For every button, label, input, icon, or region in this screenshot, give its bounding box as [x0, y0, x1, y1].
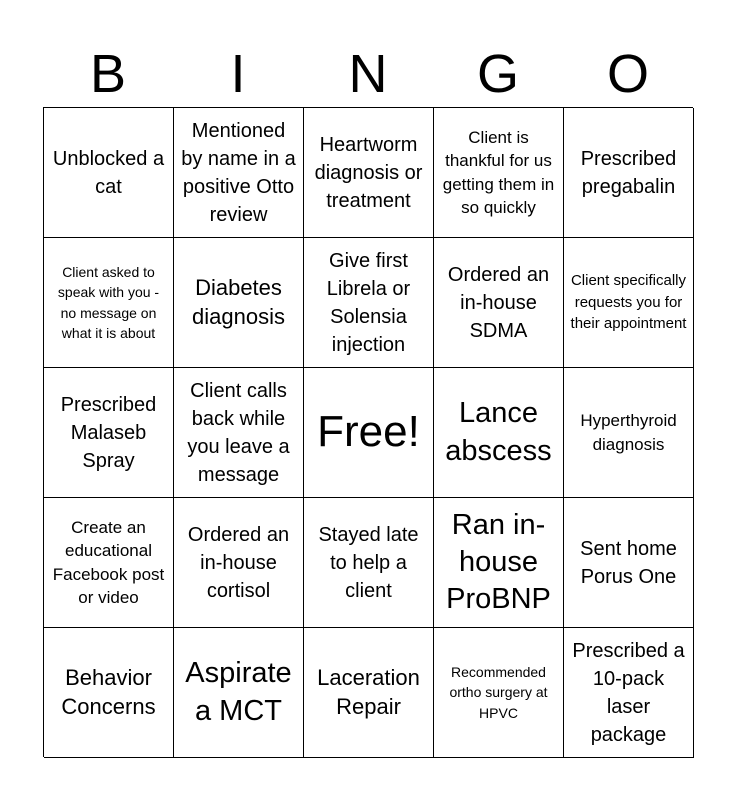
header-letter-g: G	[476, 44, 519, 104]
bingo-board	[43, 107, 693, 757]
bingo-cell-r4-c1[interactable]	[44, 498, 174, 628]
bingo-cell-r4-c5[interactable]	[564, 498, 694, 628]
bingo-cell-r3-c4[interactable]	[434, 368, 564, 498]
bingo-cell-text: Laceration Repair	[317, 665, 420, 719]
bingo-cell-free[interactable]	[304, 368, 434, 498]
bingo-cell-r3-c1[interactable]	[44, 368, 174, 498]
bingo-cell-r2-c5[interactable]	[564, 238, 694, 368]
bingo-cell-text: Hyperthyroid diagnosis	[580, 411, 677, 454]
bingo-cell-text: Client specifically requests you for their appointment	[570, 272, 687, 333]
bingo-cell-text: Ordered an in-house cortisol	[187, 523, 290, 602]
bingo-cell-text: Unblocked a cat	[52, 147, 165, 198]
bingo-cell-text: Heartworm diagnosis or treatment	[314, 133, 423, 212]
bingo-cell-text: Client calls back while you leave a message	[187, 379, 290, 486]
bingo-cell-r4-c2[interactable]	[174, 498, 304, 628]
bingo-cell-r2-c1[interactable]	[44, 238, 174, 368]
bingo-cell-text: Sent home Porus One	[580, 537, 677, 588]
bingo-cell-text: Recommended ortho surgery at HPVC	[449, 664, 548, 721]
bingo-cell-r5-c3[interactable]	[304, 628, 434, 758]
bingo-cell-text: Client asked to speak with you - no message on what it is about	[57, 263, 160, 341]
bingo-cell-r5-c4[interactable]	[434, 628, 564, 758]
bingo-cell-text: Ordered an in-house SDMA	[447, 263, 550, 342]
bingo-cell-text: Mentioned by name in a positive Otto review	[181, 119, 296, 226]
bingo-cell-r5-c1[interactable]	[44, 628, 174, 758]
bingo-cell-r4-c3[interactable]	[304, 498, 434, 628]
bingo-cell-r4-c4[interactable]	[434, 498, 564, 628]
bingo-cell-text: Aspirate a MCT	[185, 657, 292, 727]
bingo-cell-r3-c2[interactable]	[174, 368, 304, 498]
bingo-cell-r2-c3[interactable]	[304, 238, 434, 368]
bingo-cell-r1-c2[interactable]	[174, 108, 304, 238]
bingo-cell-r1-c5[interactable]	[564, 108, 694, 238]
bingo-cell-text: Diabetes diagnosis	[192, 275, 285, 329]
bingo-cell-r2-c4[interactable]	[434, 238, 564, 368]
bingo-cell-r1-c4[interactable]	[434, 108, 564, 238]
bingo-header	[43, 40, 693, 108]
bingo-cell-r2-c2[interactable]	[174, 238, 304, 368]
bingo-cell-r1-c1[interactable]	[44, 108, 174, 238]
bingo-cell-r3-c5[interactable]	[564, 368, 694, 498]
free-space-text: Free!	[317, 407, 420, 457]
bingo-cell-text: Stayed late to help a client	[318, 523, 419, 602]
header-letter-o: O	[606, 44, 649, 104]
bingo-cell-text: Behavior Concerns	[61, 665, 156, 719]
bingo-cell-r5-c5[interactable]	[564, 628, 694, 758]
header-letter-i: I	[230, 44, 246, 104]
bingo-cell-text: Give first Librela or Solensia injection	[326, 249, 411, 356]
header-letter-n: N	[348, 44, 388, 104]
bingo-cell-r1-c3[interactable]	[304, 108, 434, 238]
bingo-cell-text: Client is thankful for us getting them in so quickly	[442, 128, 555, 217]
bingo-cell-r5-c2[interactable]	[174, 628, 304, 758]
bingo-cell-text: Create an educational Facebook post or video	[52, 518, 165, 607]
bingo-cell-text: Prescribed pregabalin	[580, 147, 677, 198]
bingo-cell-text: Lance abscess	[445, 397, 552, 467]
header-letter-b: B	[89, 44, 127, 104]
bingo-cell-text: Prescribed a 10-pack laser package	[572, 639, 685, 746]
bingo-cell-text: Prescribed Malaseb Spray	[60, 393, 157, 472]
bingo-cell-text: Ran in-house ProBNP	[446, 508, 551, 616]
